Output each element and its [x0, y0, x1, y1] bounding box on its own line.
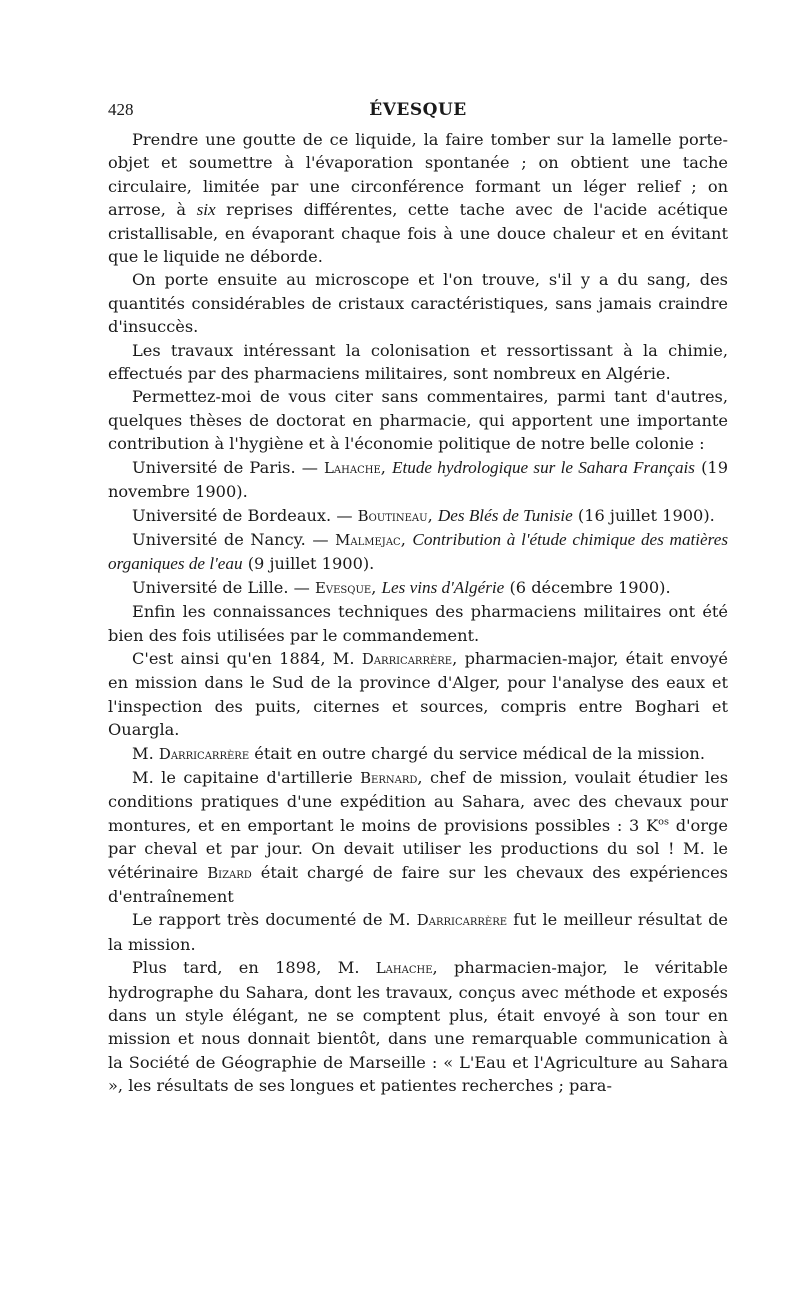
paragraph: C'est ainsi qu'en 1884, M. Darricarrère, pharmacien-major, était envoyé en mission dans le Sud de la province d'Alger, pour l'analyse des eaux et l'inspection des puits, citernes et sources, compris entre Boghari et Ouargla. [108, 648, 729, 740]
thesis-entry: Université de Lille. — Evesque, Les vins d'Algérie (6 décembre 1900). [132, 577, 671, 597]
paragraph: M. Darricarrère était en outre chargé du service médical de la mission. [132, 743, 705, 763]
body-text [108, 128, 728, 1098]
paragraph: Plus tard, en 1898, M. Lahache, pharmacien-major, le véritable hydrographe du Sahara, dont les travaux, conçus avec méthode et exposés dans un style élégant, ne se comptent plus, était envoyé à son tour en mission et nous donnait bientôt, dans une remarquable communication à la Société de Géographie de Marseille : « L'Eau et l'Agriculture au Sahara », les résultats de ses longues et patientes recherches ; para- [108, 958, 728, 1096]
header-title: ÉVESQUE [369, 100, 467, 120]
paragraph: M. le capitaine d'artillerie Bernard, chef de mission, voulait étudier les conditions pratiques d'une expédition au Sahara, avec des chevaux pour montures, et en emportant le moins de provisions possibles : 3 $K^{os}$ d'orge par cheval et par jour. On devait utiliser les productions du sol ! M. le vétérinaire Bizard était chargé de faire sur les chevaux des expériences d'entraînement [108, 767, 729, 906]
paragraph: Prendre une goutte de ce liquide, la faire tomber sur la lamelle porte-objet et soumettre à l'évaporation spontanée ; on obtient une tache circulaire, limitée par une circonférence formant un léger relief ; on arrose, à six reprises différentes, cette tache avec de l'acide acétique cristallisable, en évaporant chaque fois à une douce chaleur et en évitant que le liquide ne déborde. [108, 130, 729, 267]
paragraph: Enfin les connaissances techniques des pharmaciens militaires ont été bien des fois utilisées par le commandement. [108, 602, 728, 645]
page-number: 428 [108, 100, 134, 119]
running-head [108, 100, 728, 124]
thesis-entry: Université de Bordeaux. — Boutineau, Des Blés de Tunisie (16 juillet 1900). [132, 505, 715, 525]
paragraph: Les travaux intéressant la colonisation et ressortissant à la chimie, effectués par des pharmaciens militaires, sont nombreux en Algérie. [108, 340, 728, 384]
paragraph: Permettez-moi de vous citer sans commentaires, parmi tant d'autres, quelques thèses de doctorat en pharmacie, qui apportent une importante contribution à l'hygiène et à l'économie politique de notre belle colonie : [108, 387, 728, 454]
thesis-entry: Université de Nancy. — Malmejac, Contribution à l'étude chimique des matières organiques de l'eau (9 juillet 1900). [108, 529, 728, 574]
paragraph: Le rapport très documenté de M. Darricarrère fut le meilleur résultat de la mission. [108, 910, 729, 954]
thesis-entry: Université de Paris. — Lahache, Etude hydrologique sur le Sahara Français (19 novembre 1900). [108, 457, 729, 502]
paragraph: On porte ensuite au microscope et l'on trouve, s'il y a du sang, des quantités considérables de cristaux caractéristiques, sans jamais craindre d'insuccès. [108, 270, 728, 337]
